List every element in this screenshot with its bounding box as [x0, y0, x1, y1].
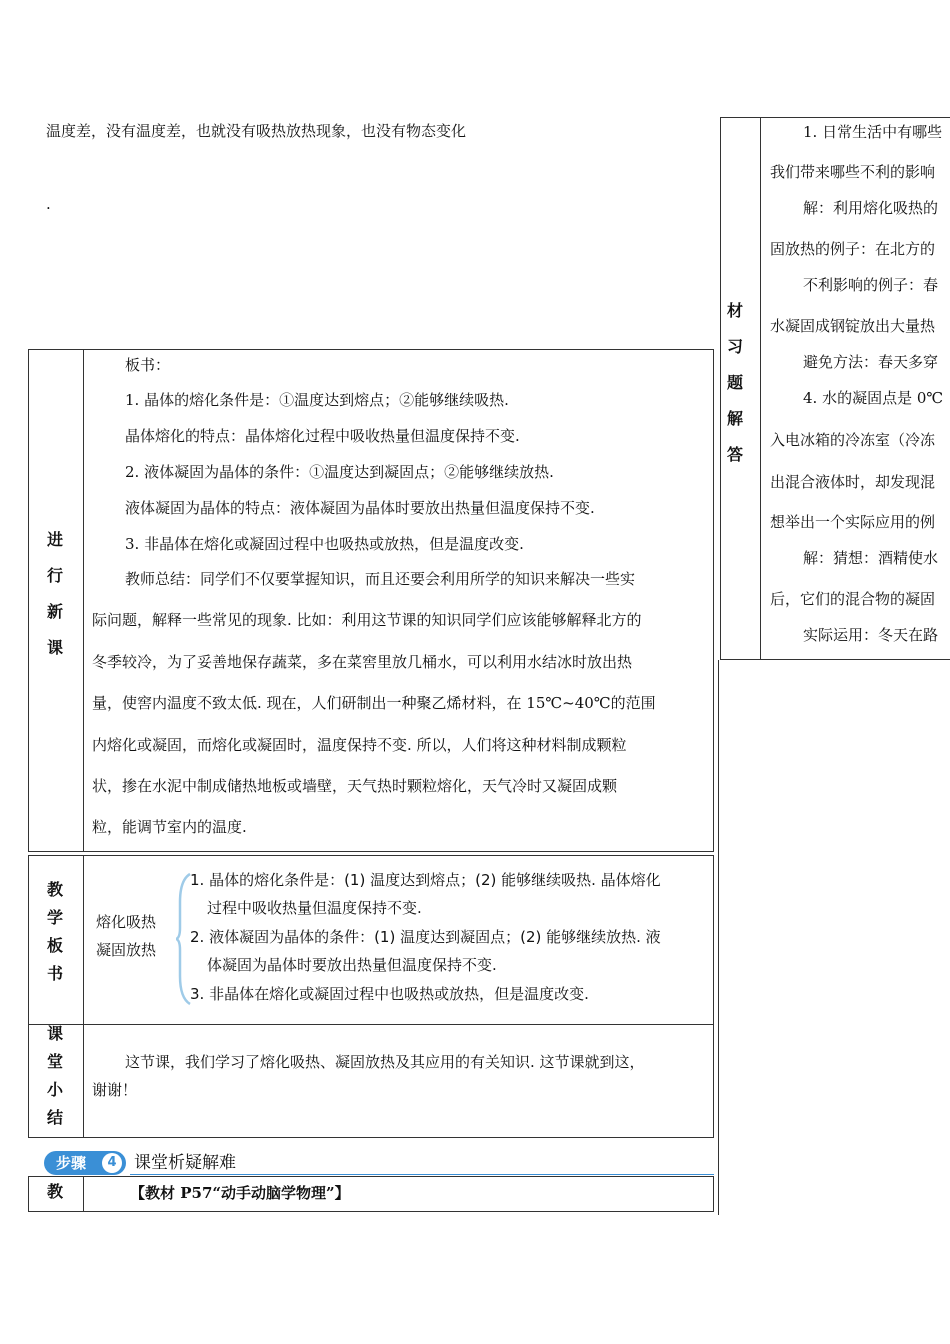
lesson-line: 教师总结：同学们不仅要掌握知识，而且还要会利用所学的知识来解决一些实	[125, 570, 636, 588]
right-line: 水凝固成钢锭放出大量热	[770, 317, 936, 335]
lesson-line: 3. 非晶体在熔化或凝固过程中也吸热或放热，但是温度改变.	[125, 535, 524, 553]
summary-line: 这节课，我们学习了熔化吸热、凝固放热及其应用的有关知识. 这节课就到这，	[125, 1053, 645, 1071]
summary-line: 谢谢！	[92, 1081, 138, 1099]
board-left-label: 凝固放热	[96, 941, 157, 959]
new-lesson-divider	[83, 349, 84, 852]
right-line: 避免方法：春天多穿	[803, 353, 939, 371]
board-line: 过程中吸收热量但温度保持不变.	[207, 899, 422, 917]
board-label: 教 学 板 书	[46, 880, 63, 983]
step-title: 课堂析疑解难	[134, 1153, 236, 1173]
board-line: 体凝固为晶体时要放出热量但温度保持不变.	[207, 956, 497, 974]
right-line: 解：利用熔化吸热的	[803, 199, 939, 217]
right-line: 固放热的例子：在北方的	[770, 240, 936, 258]
last-row-divider	[83, 1176, 84, 1212]
right-panel-divider	[760, 117, 761, 660]
summary-label: 课 堂 小 结	[46, 1024, 63, 1127]
last-row-text: 【教材 P57“动手动脑学物理”】	[130, 1184, 350, 1202]
top-text-line: 温度差，没有温度差，也就没有吸热放热现象，也没有物态变化	[46, 122, 467, 140]
board-line: 1. 晶体的熔化条件是：(1) 温度达到熔点；(2) 能够继续吸热. 晶体熔化	[190, 871, 661, 889]
right-line: 出混合液体时，却发现混	[770, 473, 936, 491]
board-line: 3. 非晶体在熔化或凝固过程中也吸热或放热，但是温度改变.	[190, 985, 589, 1003]
step-badge: 步骤 4	[44, 1151, 126, 1175]
lesson-line: 状，掺在水泥中制成储热地板或墙壁，天气热时颗粒熔化，天气冷时又凝固成颗	[92, 777, 618, 795]
lesson-line: 量，使窖内温度不致太低. 现在，人们研制出一种聚乙烯材料，在 15℃~40℃的范围	[92, 694, 656, 712]
lesson-line: 1. 晶体的熔化条件是：①温度达到熔点；②能够继续吸热.	[125, 391, 509, 409]
new-lesson-label: 进 行 新 课	[46, 530, 63, 657]
right-line: 不利影响的例子：春	[803, 276, 939, 294]
board-left-label: 熔化吸热	[96, 913, 157, 931]
step-number: 4	[102, 1153, 122, 1173]
right-panel-edge	[718, 660, 719, 1215]
lesson-line: 粒，能调节室内的温度.	[92, 818, 247, 836]
lesson-line: 际问题，解释一些常见的现象. 比如：利用这节课的知识同学们应该能够解释北方的	[92, 611, 642, 629]
right-line: 后，它们的混合物的凝固	[770, 590, 936, 608]
lesson-line: 内熔化或凝固，而熔化或凝固时，温度保持不变. 所以，人们将这种材料制成颗粒	[92, 736, 627, 754]
lesson-line: 冬季较冷，为了妥善地保存蔬菜，多在菜窖里放几桶水，可以利用水结冰时放出热	[92, 653, 633, 671]
board-line: 2. 液体凝固为晶体的条件：(1) 温度达到凝固点；(2) 能够继续放热. 液	[190, 928, 661, 946]
right-line: 解：猜想：酒精使水	[803, 549, 939, 567]
right-line: 我们带来哪些不利的影响	[770, 163, 936, 181]
lesson-line: 晶体熔化的特点：晶体熔化过程中吸收热量但温度保持不变.	[125, 427, 520, 445]
lesson-line: 2. 液体凝固为晶体的条件：①温度达到凝固点；②能够继续放热.	[125, 463, 554, 481]
right-line: 想举出一个实际应用的例	[770, 513, 936, 531]
right-panel-label: 材 习 题 解 答	[726, 301, 743, 464]
right-line: 入电冰箱的冷冻室（冷冻	[770, 431, 936, 449]
board-divider	[83, 855, 84, 1138]
step-underline	[130, 1174, 714, 1175]
right-line: 1. 日常生活中有哪些	[803, 123, 943, 141]
board-row-divider	[28, 1024, 714, 1025]
right-line: 实际运用：冬天在路	[803, 626, 939, 644]
top-text-dot: .	[46, 195, 51, 213]
right-panel-content	[762, 117, 950, 660]
lesson-line: 液体凝固为晶体的特点：液体凝固为晶体时要放出热量但温度保持不变.	[125, 499, 595, 517]
lesson-line: 板书：	[125, 356, 171, 374]
last-row-label: 教	[46, 1182, 63, 1201]
right-line: 4. 水的凝固点是 0℃	[803, 389, 944, 407]
